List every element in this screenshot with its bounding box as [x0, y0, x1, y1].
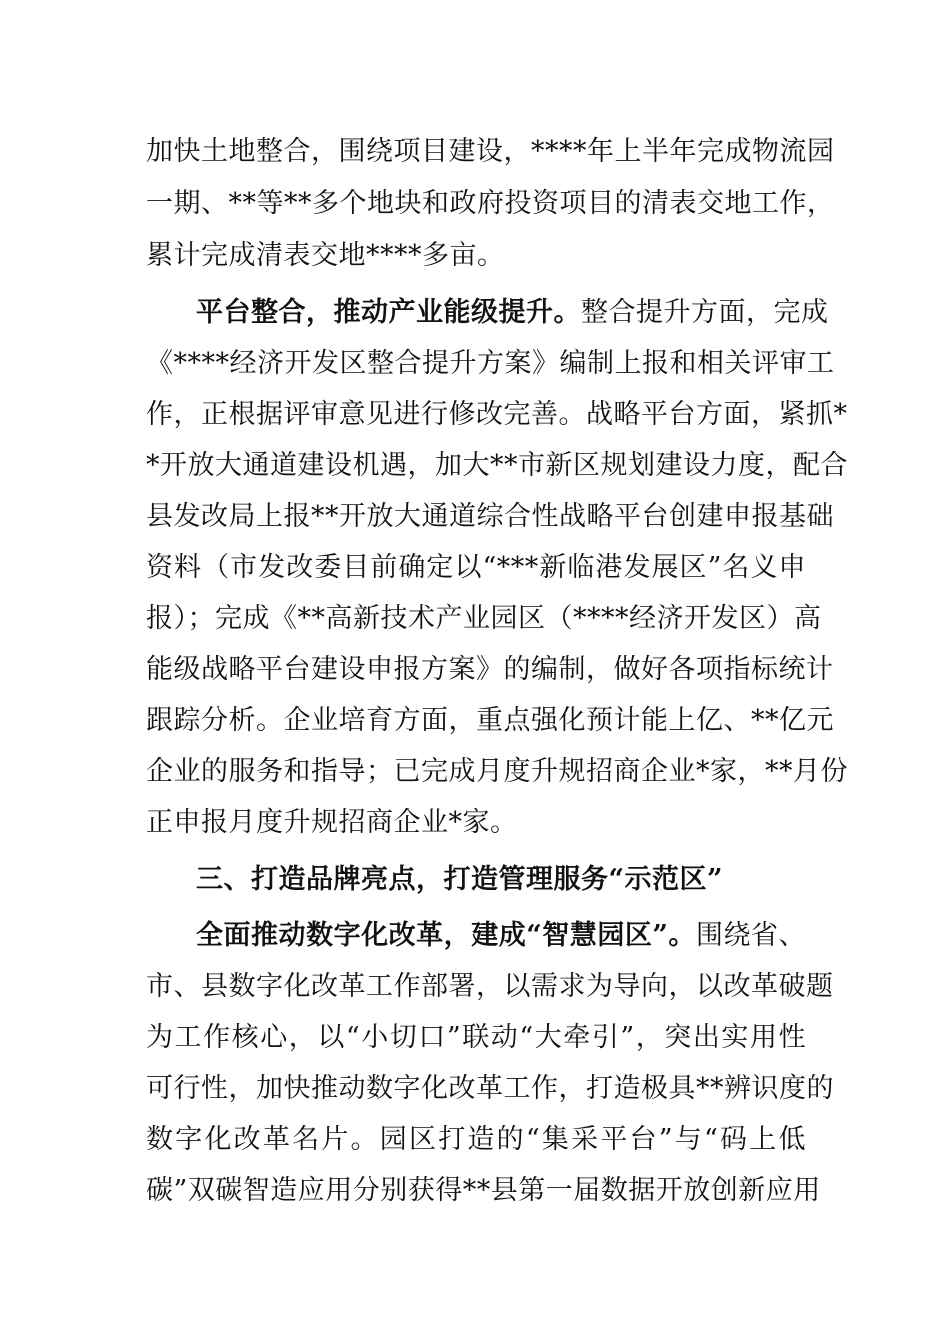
paragraph-2-line-9: 跟踪分析。企业培育方面，重点强化预计能上亿、**亿元 — [146, 705, 834, 736]
paragraph-2-line-3: 作，正根据评审意见进行修改完善。战略平台方面，紧抓* — [146, 399, 848, 430]
paragraph-2-line-8: 能级战略平台建设申报方案》的编制，做好各项指标统计 — [146, 654, 834, 685]
paragraph-2-line-6: 资料（市发改委目前确定以“***新临港发展区”名义申 — [146, 552, 806, 583]
paragraph-2-first-line-rest: 整合提升方面，完成 — [581, 297, 829, 328]
paragraph-3-line-5: 数字化改革名片。园区打造的“集采平台”与“码上低 — [146, 1124, 806, 1155]
paragraph-2-lead: 平台整合，推动产业能级提升。 — [196, 297, 581, 328]
paragraph-3-line-4: 可行性，加快推动数字化改革工作，打造极具**辨识度的 — [146, 1073, 834, 1104]
paragraph-1-line-2: 一期、**等**多个地块和政府投资项目的清表交地工作， — [146, 188, 835, 219]
paragraph-2-line-5: 县发改局上报**开放大通道综合性战略平台创建申报基础 — [146, 501, 834, 532]
paragraph-3-lead: 全面推动数字化改革，建成“智慧园区”。 — [196, 920, 696, 951]
paragraph-2-line-2: 《****经济开发区整合提升方案》编制上报和相关评审工 — [146, 348, 835, 379]
paragraph-2-line-10: 企业的服务和指导；已完成月度升规招商企业*家，**月份 — [146, 756, 848, 787]
paragraph-2-line-1 — [196, 295, 829, 331]
paragraph-2-line-4: *开放大通道建设机遇，加大**市新区规划建设力度，配合 — [146, 450, 848, 481]
paragraph-3-line-6: 碳”双碳智造应用分别获得**县第一届数据开放创新应用 — [146, 1175, 821, 1206]
paragraph-3-line-1 — [196, 918, 806, 954]
paragraph-3-line-3: 为工作核心，以“小切口”联动“大牵引”，突出实用性 — [146, 1022, 806, 1053]
paragraph-3-line-2: 市、县数字化改革工作部署，以需求为导向，以改革破题 — [146, 971, 834, 1002]
paragraph-1-line-3: 累计完成清表交地****多亩。 — [146, 240, 505, 271]
paragraph-1-line-1: 加快土地整合，围绕项目建设，****年上半年完成物流园 — [146, 136, 835, 167]
paragraph-2-line-7: 报）；完成《**高新技术产业园区（****经济开发区）高 — [146, 603, 822, 634]
paragraph-2-line-11: 正申报月度升规招商企业*家。 — [146, 807, 518, 838]
section-heading: 三、打造品牌亮点，打造管理服务“示范区” — [196, 864, 724, 895]
paragraph-3-first-line-rest: 围绕省、 — [695, 920, 807, 951]
